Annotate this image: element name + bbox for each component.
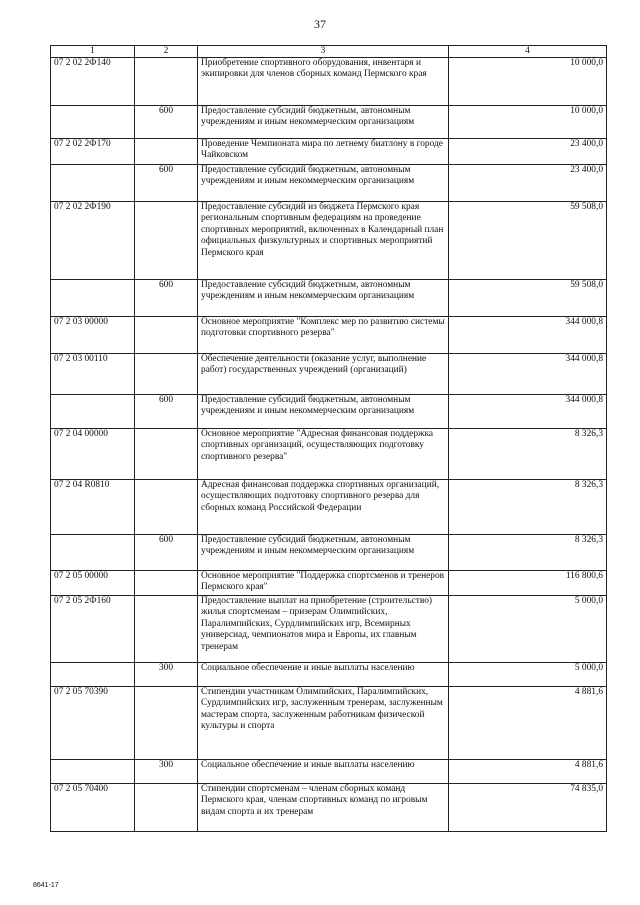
code-cell: 07 2 05 70400: [51, 784, 135, 832]
code-cell: 07 2 02 2Ф170: [51, 139, 135, 165]
description-cell: Предоставление субсидий из бюджета Пермского края региональным спортивным федерациям на проведение спортивных мероприятий, включенных в Календарный план официальных физкультурных и спортивных мероприятий Пермского края: [198, 202, 449, 280]
expense-type-cell: [135, 139, 198, 165]
table-row: [51, 395, 607, 429]
expense-type-cell: 600: [135, 280, 198, 317]
code-cell: 07 2 05 2Ф160: [51, 596, 135, 663]
amount-cell: 5 000,0: [449, 663, 607, 687]
expense-type-cell: [135, 480, 198, 535]
amount-cell: 59 508,0: [449, 202, 607, 280]
description-cell: Стипендии спортсменам – членам сборных команд Пермского края, членам спортивных команд по игровым видам спорта и их тренерам: [198, 784, 449, 832]
amount-cell: 344 000,8: [449, 395, 607, 429]
description-cell: Стипендии участникам Олимпийских, Паралимпийских, Сурдлимпийских игр, заслуженным тренерам, заслуженным мастерам спорта, заслуженным работникам физической культуры и спорта: [198, 687, 449, 760]
expense-type-cell: [135, 571, 198, 596]
expense-type-cell: [135, 317, 198, 354]
code-cell: [51, 395, 135, 429]
table-row: [51, 429, 607, 480]
table-row: [51, 58, 607, 106]
amount-cell: 74 835,0: [449, 784, 607, 832]
code-cell: [51, 280, 135, 317]
header-col-2: 2: [135, 46, 198, 58]
description-cell: Обеспечение деятельности (оказание услуг, выполнение работ) государственных учреждений (организаций): [198, 354, 449, 395]
code-cell: [51, 165, 135, 202]
table-row: [51, 354, 607, 395]
amount-cell: 8 326,3: [449, 429, 607, 480]
expense-type-cell: 600: [135, 165, 198, 202]
amount-cell: 23 400,0: [449, 139, 607, 165]
code-cell: 07 2 05 70390: [51, 687, 135, 760]
expense-type-cell: [135, 784, 198, 832]
table-row: [51, 535, 607, 571]
description-cell: Предоставление субсидий бюджетным, автономным учреждениям и иным некоммерческим организациям: [198, 395, 449, 429]
expense-type-cell: 600: [135, 395, 198, 429]
description-cell: Основное мероприятие "Адресная финансовая поддержка спортивных организаций, осуществляющих подготовку спортивного резерва": [198, 429, 449, 480]
description-cell: Предоставление субсидий бюджетным, автономным учреждениям и иным некоммерческим организациям: [198, 535, 449, 571]
description-cell: Предоставление субсидий бюджетным, автономным учреждениям и иным некоммерческим организациям: [198, 106, 449, 139]
table-header-row: [51, 46, 607, 58]
description-cell: Предоставление субсидий бюджетным, автономным учреждениям и иным некоммерческим организациям: [198, 280, 449, 317]
expense-type-cell: [135, 58, 198, 106]
description-cell: Адресная финансовая поддержка спортивных организаций, осуществляющих подготовку спортивного резерва для сборных команд Российской Федерации: [198, 480, 449, 535]
code-cell: 07 2 03 00000: [51, 317, 135, 354]
code-cell: [51, 663, 135, 687]
code-cell: [51, 106, 135, 139]
table-row: [51, 317, 607, 354]
code-cell: 07 2 04 00000: [51, 429, 135, 480]
expense-type-cell: [135, 596, 198, 663]
code-cell: [51, 535, 135, 571]
expense-type-cell: 300: [135, 663, 198, 687]
amount-cell: 4 881,6: [449, 687, 607, 760]
table-row: [51, 202, 607, 280]
page-number: 37: [314, 17, 326, 31]
table-row: [51, 139, 607, 165]
expense-type-cell: 300: [135, 760, 198, 784]
code-cell: 07 2 05 00000: [51, 571, 135, 596]
table-row: [51, 106, 607, 139]
document-code: 8641-17: [33, 882, 59, 889]
table-row: [51, 760, 607, 784]
expense-type-cell: [135, 687, 198, 760]
amount-cell: 344 000,8: [449, 317, 607, 354]
code-cell: 07 2 03 00110: [51, 354, 135, 395]
description-cell: Основное мероприятие "Комплекс мер по развитию системы подготовки спортивного резерва": [198, 317, 449, 354]
amount-cell: 344 000,8: [449, 354, 607, 395]
description-cell: Социальное обеспечение и иные выплаты населению: [198, 663, 449, 687]
amount-cell: 10 000,0: [449, 58, 607, 106]
description-cell: Предоставление выплат на приобретение (строительство) жилья спортсменам – призерам Олимпийских, Паралимпийских, Сурдлимпийских игр, Всемирных универсиад, чемпионатов мира и Европы, их главным тренерам: [198, 596, 449, 663]
description-cell: Предоставление субсидий бюджетным, автономным учреждениям и иным некоммерческим организациям: [198, 165, 449, 202]
expense-type-cell: [135, 202, 198, 280]
amount-cell: 10 000,0: [449, 106, 607, 139]
table-row: [51, 571, 607, 596]
amount-cell: 5 000,0: [449, 596, 607, 663]
amount-cell: 116 800,6: [449, 571, 607, 596]
expense-type-cell: [135, 429, 198, 480]
amount-cell: 23 400,0: [449, 165, 607, 202]
table-row: [51, 280, 607, 317]
amount-cell: 8 326,3: [449, 480, 607, 535]
amount-cell: 59 508,0: [449, 280, 607, 317]
description-cell: Проведение Чемпионата мира по летнему биатлону в городе Чайковском: [198, 139, 449, 165]
code-cell: 07 2 04 R0810: [51, 480, 135, 535]
expense-type-cell: 600: [135, 106, 198, 139]
table-row: [51, 784, 607, 832]
table-row: [51, 596, 607, 663]
code-cell: 07 2 02 2Ф190: [51, 202, 135, 280]
table-row: [51, 687, 607, 760]
amount-cell: 8 326,3: [449, 535, 607, 571]
header-col-4: 4: [449, 46, 607, 58]
code-cell: [51, 760, 135, 784]
table-row: [51, 165, 607, 202]
budget-table: [50, 45, 607, 832]
code-cell: 07 2 02 2Ф140: [51, 58, 135, 106]
table-row: [51, 663, 607, 687]
amount-cell: 4 881,6: [449, 760, 607, 784]
header-col-3: 3: [198, 46, 449, 58]
description-cell: Социальное обеспечение и иные выплаты населению: [198, 760, 449, 784]
expense-type-cell: [135, 354, 198, 395]
description-cell: Основное мероприятие "Поддержка спортсменов и тренеров Пермского края": [198, 571, 449, 596]
header-col-1: 1: [51, 46, 135, 58]
description-cell: Приобретение спортивного оборудования, инвентаря и экипировки для членов сборных команд Пермского края: [198, 58, 449, 106]
table-row: [51, 480, 607, 535]
expense-type-cell: 600: [135, 535, 198, 571]
